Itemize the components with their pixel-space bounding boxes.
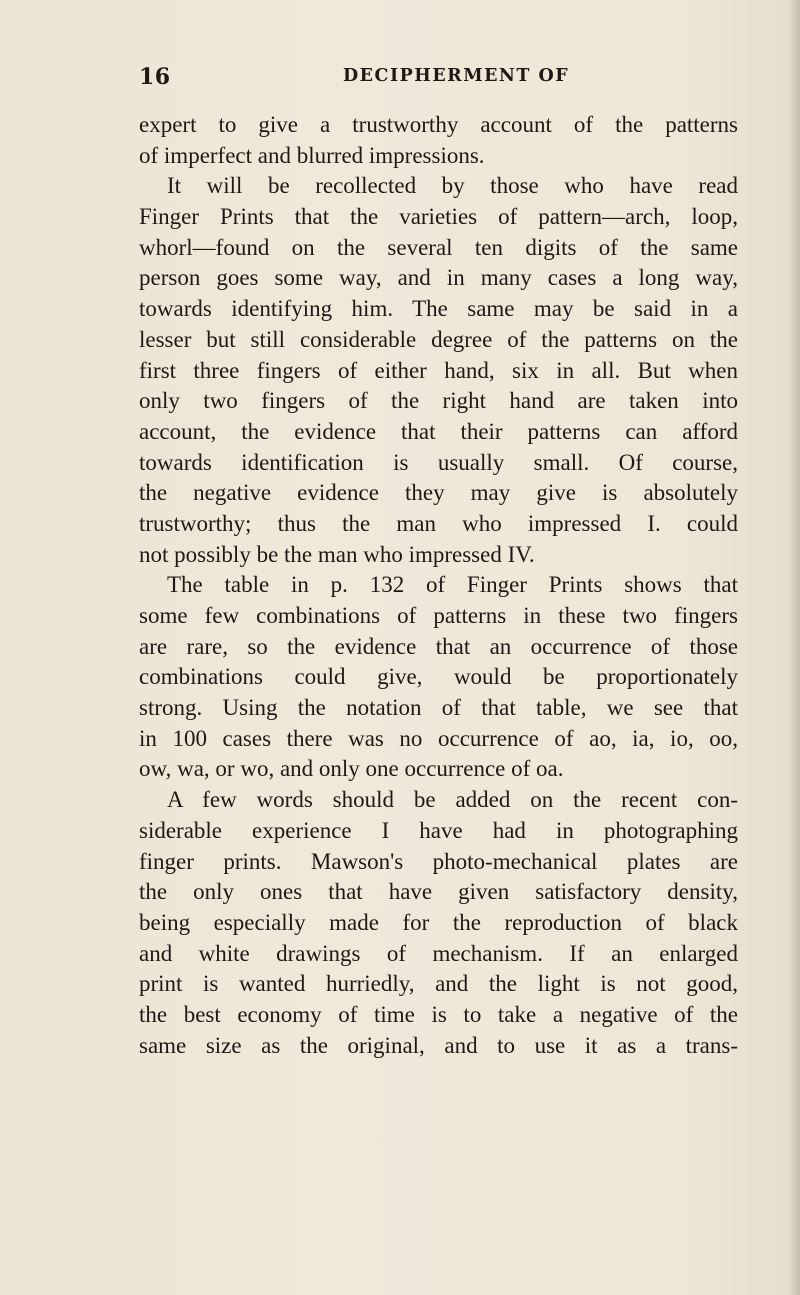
text-line: not possibly be the man who impressed IV. <box>139 541 535 567</box>
text-line: in 100 cases there was no occurrence of ao, ia, io, oo, <box>139 725 738 751</box>
text-line: siderable experience I have had in photographing <box>139 817 738 843</box>
text-line: towards identifying him. The same may be said in a <box>139 296 738 322</box>
text-line: The table in p. 132 of Finger Prints shows that <box>167 572 738 598</box>
text-line: the best economy of time is to take a negative of the <box>139 1001 738 1027</box>
text-line: It will be recollected by those who have read <box>167 173 738 199</box>
text-line: trustworthy; thus the man who impressed I. could <box>139 510 738 536</box>
text-line: strong. Using the notation of that table, we see that <box>139 695 738 721</box>
text-line: of imperfect and blurred impressions. <box>139 142 485 168</box>
page-number: 16 <box>139 64 171 90</box>
text-line: expert to give a trustworthy account of the patterns <box>139 112 738 137</box>
text-line: Finger Prints that the varieties of pattern—arch, loop, <box>139 204 738 230</box>
text-line: A few words should be added on the recent con- <box>167 787 738 813</box>
text-line: the only ones that have given satisfactory density, <box>139 879 738 905</box>
text-line: ow, wa, or wo, and only one occurrence of oa. <box>139 756 564 782</box>
text-line: are rare, so the evidence that an occurrence of those <box>139 633 738 659</box>
text-line: some few combinations of patterns in these two fingers <box>139 603 738 628</box>
text-line: finger prints. Mawson's photo-mechanical plates are <box>139 848 738 874</box>
text-line: combinations could give, would be proportionately <box>139 664 738 690</box>
running-title: DECIPHERMENT OF <box>343 66 570 86</box>
text-line: same size as the original, and to use it as a trans- <box>139 1032 738 1058</box>
text-line: towards identification is usually small. Of course, <box>139 449 738 475</box>
body-text <box>139 110 738 1061</box>
page-edge-shadow <box>788 0 800 1295</box>
text-line: print is wanted hurriedly, and the light is not good, <box>139 971 738 997</box>
text-line: the negative evidence they may give is absolutely <box>139 480 738 506</box>
text-line: whorl—found on the several ten digits of the same <box>139 234 738 260</box>
text-line: only two fingers of the right hand are taken into <box>139 388 738 414</box>
text-line: and white drawings of mechanism. If an enlarged <box>139 940 738 966</box>
text-line: person goes some way, and in many cases a long way, <box>139 265 738 291</box>
text-line: being especially made for the reproduction of black <box>139 909 738 935</box>
page-header <box>139 64 739 94</box>
text-line: lesser but still considerable degree of the patterns on the <box>139 326 738 352</box>
text-line: account, the evidence that their patterns can afford <box>139 418 738 444</box>
text-line: first three fingers of either hand, six in all. But when <box>139 357 738 383</box>
